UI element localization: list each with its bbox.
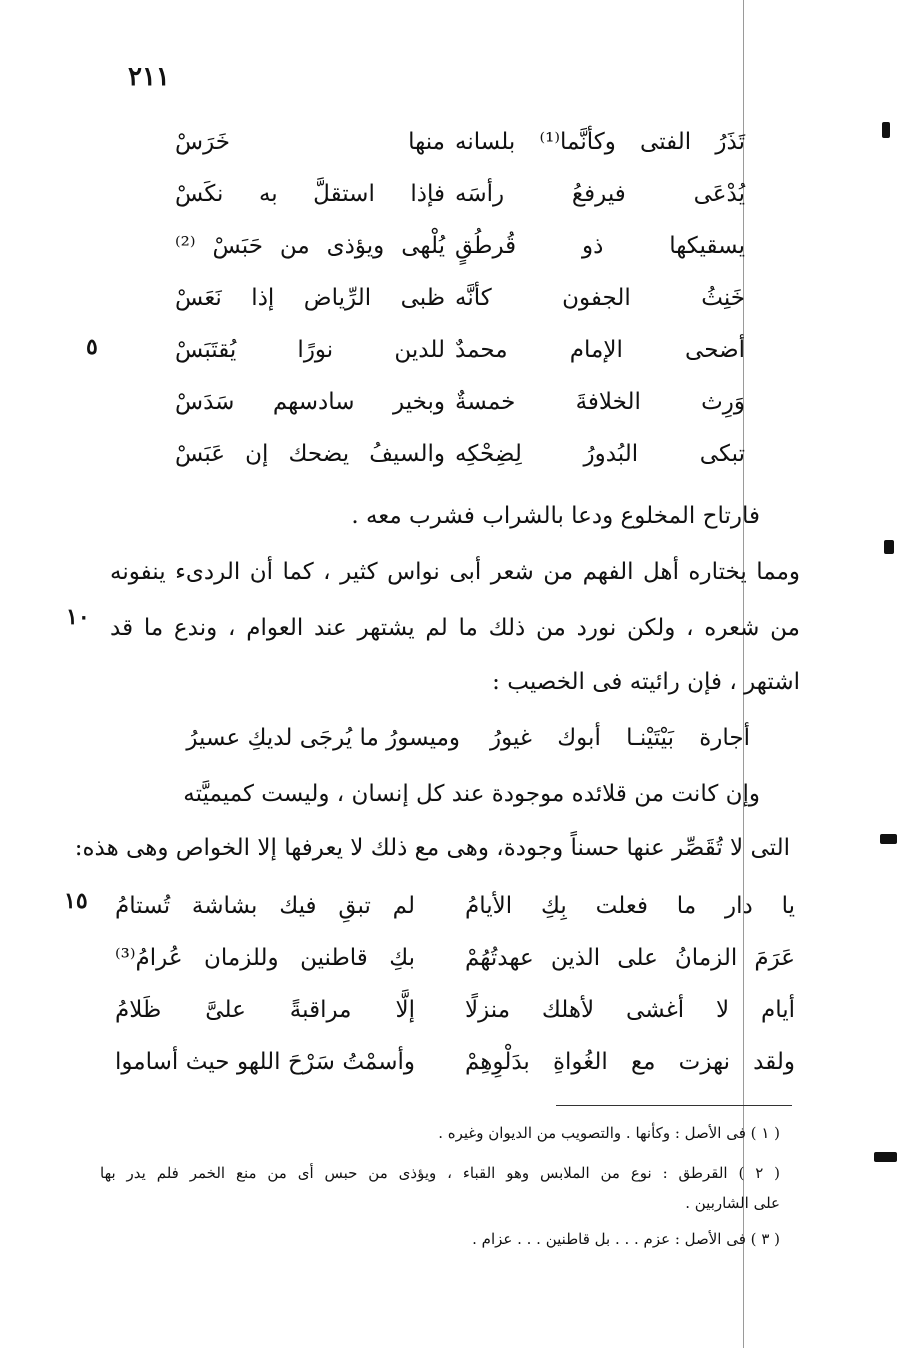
page-edge-mark-1 xyxy=(882,122,890,138)
line-number-5: ٥ xyxy=(86,334,98,360)
verse-line xyxy=(175,118,745,166)
verse-second-hemistich: للدين نورًا يُقتَبَسْ xyxy=(175,337,445,363)
verse-second-hemistich: وأسمْتُ سَرْحَ اللهو حيث أساموا xyxy=(115,1049,415,1075)
verse-line xyxy=(115,934,795,982)
verse-second-hemistich: فإذا استقلَّ به نكَسْ xyxy=(175,181,445,207)
prose-line: فارتاح المخلوع ودعا بالشراب فشرب معه . xyxy=(351,503,760,529)
verse-first-hemistich: يا دار ما فعلت بِكِ الأيامُ xyxy=(465,893,795,919)
verse-first-hemistich: أجارة بَيْتَيْنـا أبوك غيورُ xyxy=(490,725,750,751)
verse-second-hemistich: لم تبقِ فيك بشاشة تُستامُ xyxy=(115,893,415,919)
single-verse xyxy=(186,714,750,762)
verse-first-hemistich: ولقد نهزت مع الغُواةِ بدَلْوِهِمْ xyxy=(465,1049,795,1075)
page-edge-mark-4 xyxy=(874,1152,897,1162)
verse-first-hemistich: تبكى البُدورُ لِضِحْكِه xyxy=(455,441,745,467)
verse-second-hemistich: والسيفُ يضحك إن عَبَسْ xyxy=(175,441,445,467)
footnote-separator xyxy=(556,1105,792,1106)
verse-first-hemistich: وَرِث الخلافةَ خمسةٌ xyxy=(455,389,745,415)
verse-first-hemistich: خَنِثُ الجفون كأنَّه xyxy=(455,285,745,311)
verse-second-hemistich: وبخير سادسهم سَدَسْ xyxy=(175,389,445,415)
prose-line: من شعره ، ولكن نورد من ذلك ما لم يشتهر عند العوام ، وندع ما قد xyxy=(110,615,800,641)
verse-line xyxy=(175,274,745,322)
prose-line: التى لا تُقَصِّر عنها حسناً وجودة، وهى مع ذلك لا يعرفها إلا الخواص وهى هذه: xyxy=(74,835,790,861)
verse-line xyxy=(175,430,745,478)
verse-second-hemistich: وميسورُ ما يُرجَى لديكِ عسيرُ xyxy=(186,725,460,751)
verse-line xyxy=(115,882,795,930)
footnote-1: ( ١ ) فى الأصل : وكأنها . والتصويب من الديوان وغيره . xyxy=(438,1124,780,1142)
verse-second-hemistich: ظبى الرِّياض إذا نَعَسْ xyxy=(175,285,445,311)
verse-first-hemistich: يسقيكها ذو قُرطُقٍ xyxy=(455,233,745,259)
line-number-10: ١٠ xyxy=(66,604,90,630)
verse-first-hemistich: يُدْعَى فيرفعُ رأسَه xyxy=(455,181,745,207)
verse-line xyxy=(115,986,795,1034)
verse-first-hemistich: عَرَمَ الزمانُ على الذين عهدتُهُمْ xyxy=(465,945,795,971)
verse-line xyxy=(175,222,745,270)
verse-line xyxy=(175,170,745,218)
line-number-15: ١٥ xyxy=(64,888,88,914)
verse-second-hemistich: إلَّا مراقبةً علىَّ ظَلامُ xyxy=(115,997,415,1023)
verse-first-hemistich: أيام لا أغشى لأهلك منزلًا xyxy=(465,997,795,1023)
verse-second-hemistich: منها خَرَسْ xyxy=(175,129,445,155)
page-edge-mark-2 xyxy=(884,540,894,554)
prose-line: وإن كانت من قلائده موجودة عند كل إنسان ، وليست كميميَّته xyxy=(183,781,760,807)
prose-line: اشتهر ، فإن رائيته فى الخصيب : xyxy=(492,669,800,695)
verse-first-hemistich: تَذَرُ الفتى وكأنَّما⁽¹⁾ بلسانه xyxy=(455,129,745,155)
verse-line xyxy=(175,326,745,374)
footnote-2-line-1: ( ٢ ) القرطق : نوع من الملابس وهو القباء ، ويؤذى من حبس أى من منع الخمر فلم يدر بها xyxy=(100,1164,780,1182)
page-number: ٢١١ xyxy=(128,62,170,92)
page-edge-mark-3 xyxy=(880,834,897,844)
verse-first-hemistich: أضحى الإمام محمدٌ xyxy=(455,337,745,363)
footnote-2-line-2: على الشاربين . xyxy=(685,1194,780,1212)
verse-second-hemistich: يُلْهى ويؤذى من حَبَسْ ⁽²⁾ xyxy=(175,233,445,259)
verse-second-hemistich: بكِ قاطنين وللزمان عُرامُ⁽³⁾ xyxy=(115,945,415,971)
verse-line xyxy=(115,1038,795,1086)
verse-line xyxy=(175,378,745,426)
footnote-3: ( ٣ ) فى الأصل : عزم . . . بل قاطنين . . . عزام . xyxy=(472,1230,780,1248)
prose-line: ومما يختاره أهل الفهم من شعر أبى نواس كثير ، كما أن الردىء ينفونه xyxy=(110,559,800,585)
